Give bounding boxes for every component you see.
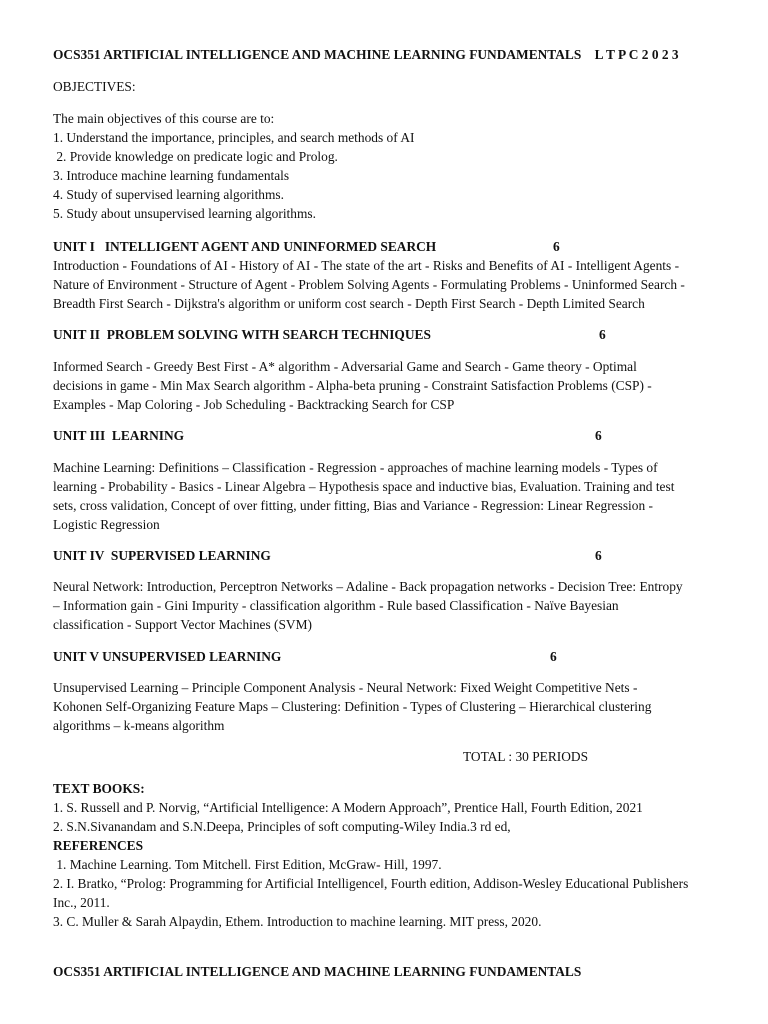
textbook-item: 2. S.N.Sivanandam and S.N.Deepa, Principles of soft computing-Wiley India.3 rd ed, bbox=[53, 819, 511, 834]
unit-title: UNIT III LEARNING bbox=[53, 428, 185, 443]
unit-5-body bbox=[53, 678, 718, 735]
textbooks-section bbox=[53, 779, 718, 931]
unit-3-heading bbox=[53, 426, 718, 445]
textbook-item: 1. S. Russell and P. Norvig, “Artificial Intelligence: A Modern Approach”, Prentice Hall, Fourth Edition, 2021 bbox=[53, 800, 643, 815]
reference-item: 3. C. Muller & Sarah Alpaydin, Ethem. Introduction to machine learning. MIT press, 2020. bbox=[53, 914, 542, 929]
ltpc-code: L T P C 2 0 2 3 bbox=[594, 47, 679, 62]
objective-item: 1. Understand the importance, principles, and search methods of AI bbox=[53, 130, 415, 145]
unit-text-line: Introduction - Foundations of AI - History of AI - The state of the art - Risks and Benefits of AI - Intelligent Agents - bbox=[53, 258, 680, 273]
unit-text-line: decisions in game - Min Max Search algorithm - Alpha-beta pruning - Constraint Satisfaction Problems (CSP) - bbox=[53, 378, 652, 393]
unit-text-line: Unsupervised Learning – Principle Component Analysis - Neural Network: Fixed Weight Competitive Nets - bbox=[53, 680, 638, 695]
textbooks-heading: TEXT BOOKS: bbox=[53, 781, 145, 796]
objective-item: 2. Provide knowledge on predicate logic and Prolog. bbox=[53, 149, 338, 164]
unit-text-line: sets, cross validation, Concept of over fitting, under fitting, Bias and Variance - Regression: Linear Regression - bbox=[53, 498, 653, 513]
unit-text-line: Nature of Environment - Structure of Agent - Problem Solving Agents - Formulating Problems - Uninformed Search - bbox=[53, 277, 685, 292]
objective-item: 3. Introduce machine learning fundamentals bbox=[53, 168, 290, 183]
unit-4-body bbox=[53, 577, 718, 634]
objectives-heading: OBJECTIVES: bbox=[53, 79, 136, 94]
total-periods: TOTAL : 30 PERIODS bbox=[463, 749, 589, 764]
unit-text-line: learning - Probability - Basics - Linear Algebra – Hypothesis space and inductive bias, Evaluation. Training and test bbox=[53, 479, 675, 494]
unit-hours: 6 bbox=[599, 327, 606, 342]
unit-text-line: classification - Support Vector Machines (SVM) bbox=[53, 617, 312, 632]
unit-2-heading bbox=[53, 325, 718, 344]
unit-5-heading bbox=[53, 647, 718, 666]
reference-item: 1. Machine Learning. Tom Mitchell. First Edition, McGraw- Hill, 1997. bbox=[53, 857, 442, 872]
objectives-intro: The main objectives of this course are to: bbox=[53, 111, 275, 126]
reference-item: Inc., 2011. bbox=[53, 895, 110, 910]
objective-item: 4. Study of supervised learning algorithms. bbox=[53, 187, 284, 202]
unit-title: UNIT I INTELLIGENT AGENT AND UNINFORMED SEARCH bbox=[53, 239, 437, 254]
footer-course-title: OCS351 ARTIFICIAL INTELLIGENCE AND MACHINE LEARNING FUNDAMENTALS bbox=[53, 964, 582, 979]
unit-title: UNIT II PROBLEM SOLVING WITH SEARCH TECHNIQUES bbox=[53, 327, 431, 342]
unit-text-line: – Information gain - Gini Impurity - classification algorithm - Rule based Classification - Naïve Bayesian bbox=[53, 598, 619, 613]
unit-text-line: Logistic Regression bbox=[53, 517, 160, 532]
unit-1-heading bbox=[53, 237, 718, 256]
unit-2-body bbox=[53, 357, 718, 414]
objective-item: 5. Study about unsupervised learning algorithms. bbox=[53, 206, 316, 221]
unit-1-body bbox=[53, 256, 718, 313]
unit-text-line: Breadth First Search - Dijkstra's algorithm or uniform cost search - Depth First Search - Depth Limited Search bbox=[53, 296, 645, 311]
reference-item: 2. I. Bratko, “Prolog: Programming for Artificial Intelligence‖, Fourth edition, Addison-Wesley Educational Publishers bbox=[53, 876, 689, 891]
references-heading: REFERENCES bbox=[53, 838, 144, 853]
unit-3-body bbox=[53, 458, 718, 534]
unit-4-heading bbox=[53, 546, 718, 565]
course-title: OCS351 ARTIFICIAL INTELLIGENCE AND MACHINE LEARNING FUNDAMENTALS bbox=[53, 47, 582, 62]
unit-title: UNIT V UNSUPERVISED LEARNING bbox=[53, 649, 282, 664]
unit-text-line: Neural Network: Introduction, Perceptron Networks – Adaline - Back propagation networks - Decision Tree: Entropy bbox=[53, 579, 683, 594]
unit-text-line: Informed Search - Greedy Best First - A* algorithm - Adversarial Game and Search - Game theory - Optimal bbox=[53, 359, 637, 374]
unit-hours: 6 bbox=[553, 239, 560, 254]
objectives-section bbox=[53, 109, 718, 223]
unit-hours: 6 bbox=[550, 649, 557, 664]
unit-hours: 6 bbox=[595, 428, 602, 443]
unit-text-line: Machine Learning: Definitions – Classification - Regression - approaches of machine learning models - Types of bbox=[53, 460, 658, 475]
unit-text-line: Kohonen Self-Organizing Feature Maps – Clustering: Definition - Types of Clustering – Hierarchical clustering bbox=[53, 699, 652, 714]
unit-text-line: Examples - Map Coloring - Job Scheduling - Backtracking Search for CSP bbox=[53, 397, 455, 412]
unit-title: UNIT IV SUPERVISED LEARNING bbox=[53, 548, 271, 563]
unit-text-line: algorithms – k-means algorithm bbox=[53, 718, 225, 733]
course-header bbox=[53, 45, 718, 64]
unit-hours: 6 bbox=[595, 548, 602, 563]
